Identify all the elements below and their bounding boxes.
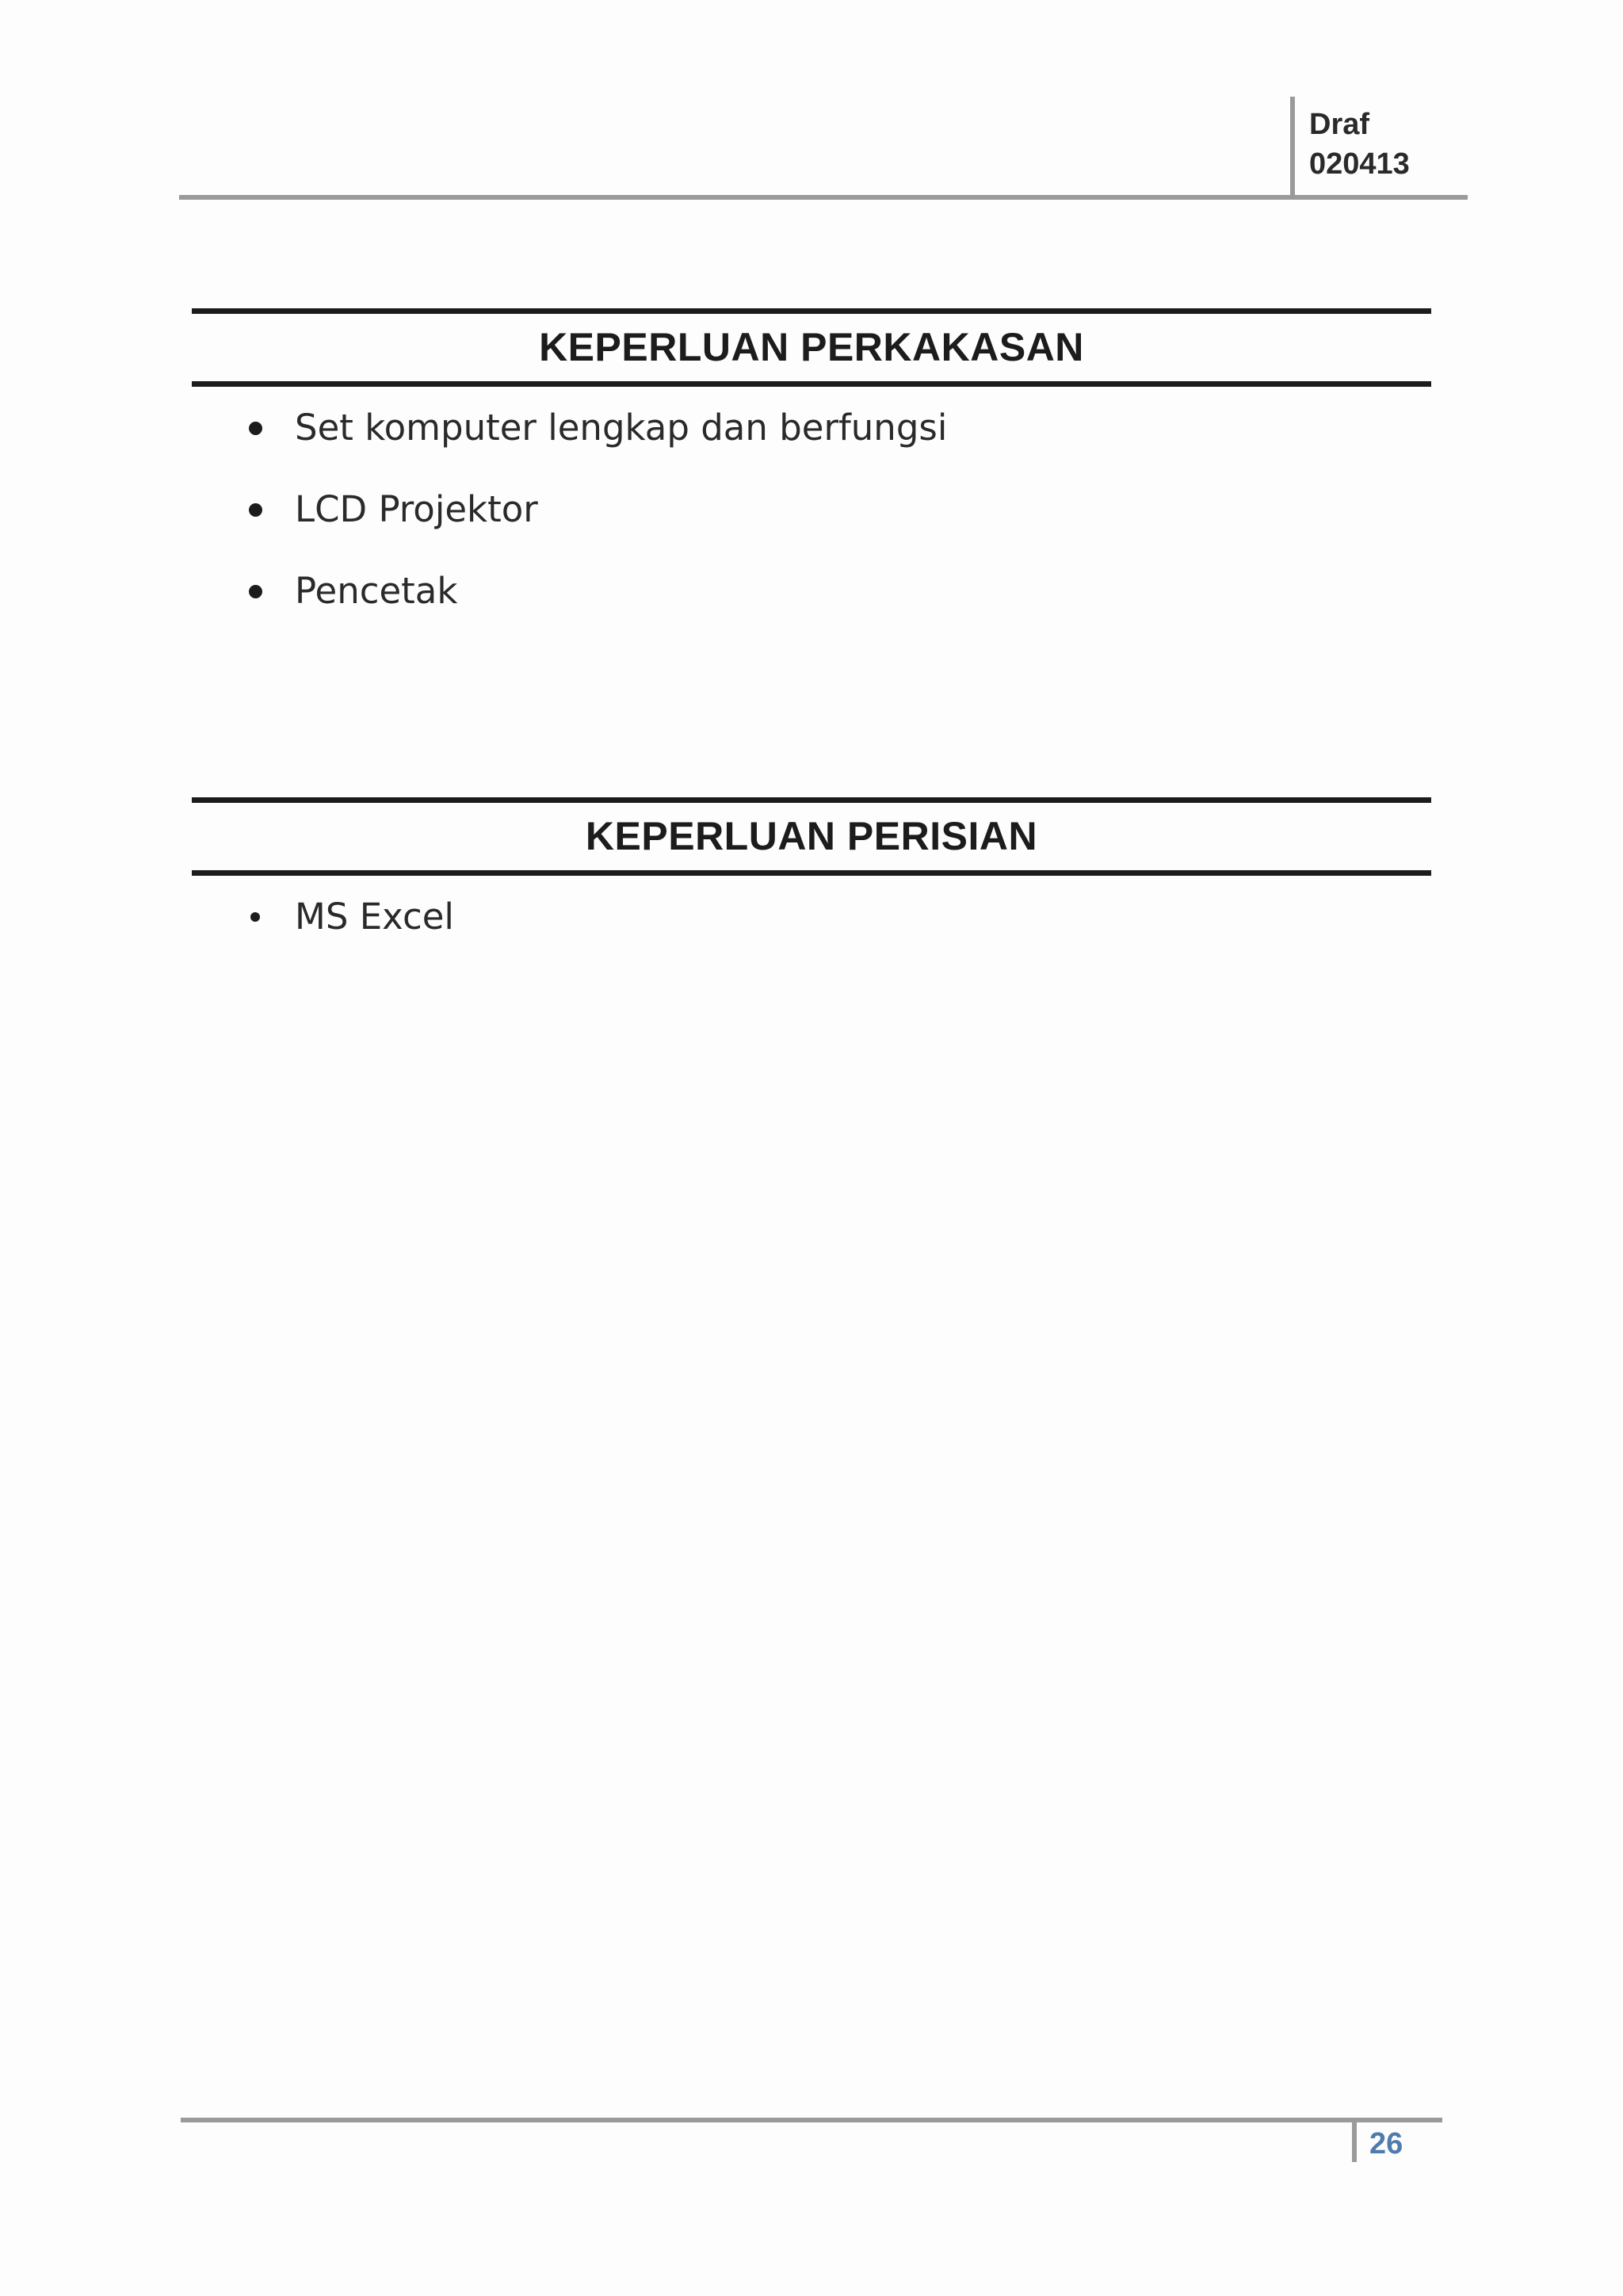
section-bottom-rule (192, 381, 1431, 387)
footer-rule (181, 2118, 1442, 2122)
list-item-text: Set komputer lengkap dan berfungsi (295, 407, 948, 449)
list-item-text: MS Excel (295, 896, 454, 938)
section-bottom-rule (192, 870, 1431, 876)
list-item (192, 468, 1431, 550)
page-number: 26 (1369, 2127, 1403, 2160)
list-item-text: Pencetak (295, 570, 458, 612)
section-top-rule (192, 308, 1431, 314)
header-rule (179, 195, 1468, 200)
section-software-requirements (192, 797, 1431, 957)
list-item-text: LCD Projektor (295, 488, 538, 530)
bullet-icon (249, 422, 262, 435)
bullet-icon (250, 912, 260, 922)
section-hardware-requirements (192, 308, 1431, 632)
header-divider-vertical (1290, 97, 1295, 198)
draft-code: 020413 (1309, 147, 1410, 181)
draft-title: Draf (1309, 108, 1370, 141)
section-title: KEPERLUAN PERKAKASAN (539, 325, 1084, 369)
draft-label (1309, 105, 1410, 184)
list-item (192, 550, 1431, 632)
hardware-list (192, 387, 1431, 632)
bullet-icon (249, 585, 262, 598)
section-title: KEPERLUAN PERISIAN (585, 814, 1038, 858)
bullet-icon (249, 503, 262, 517)
list-item (192, 876, 1431, 957)
section-top-rule (192, 797, 1431, 803)
software-list (192, 876, 1431, 957)
footer-divider-vertical (1352, 2118, 1357, 2162)
list-item (192, 387, 1431, 468)
